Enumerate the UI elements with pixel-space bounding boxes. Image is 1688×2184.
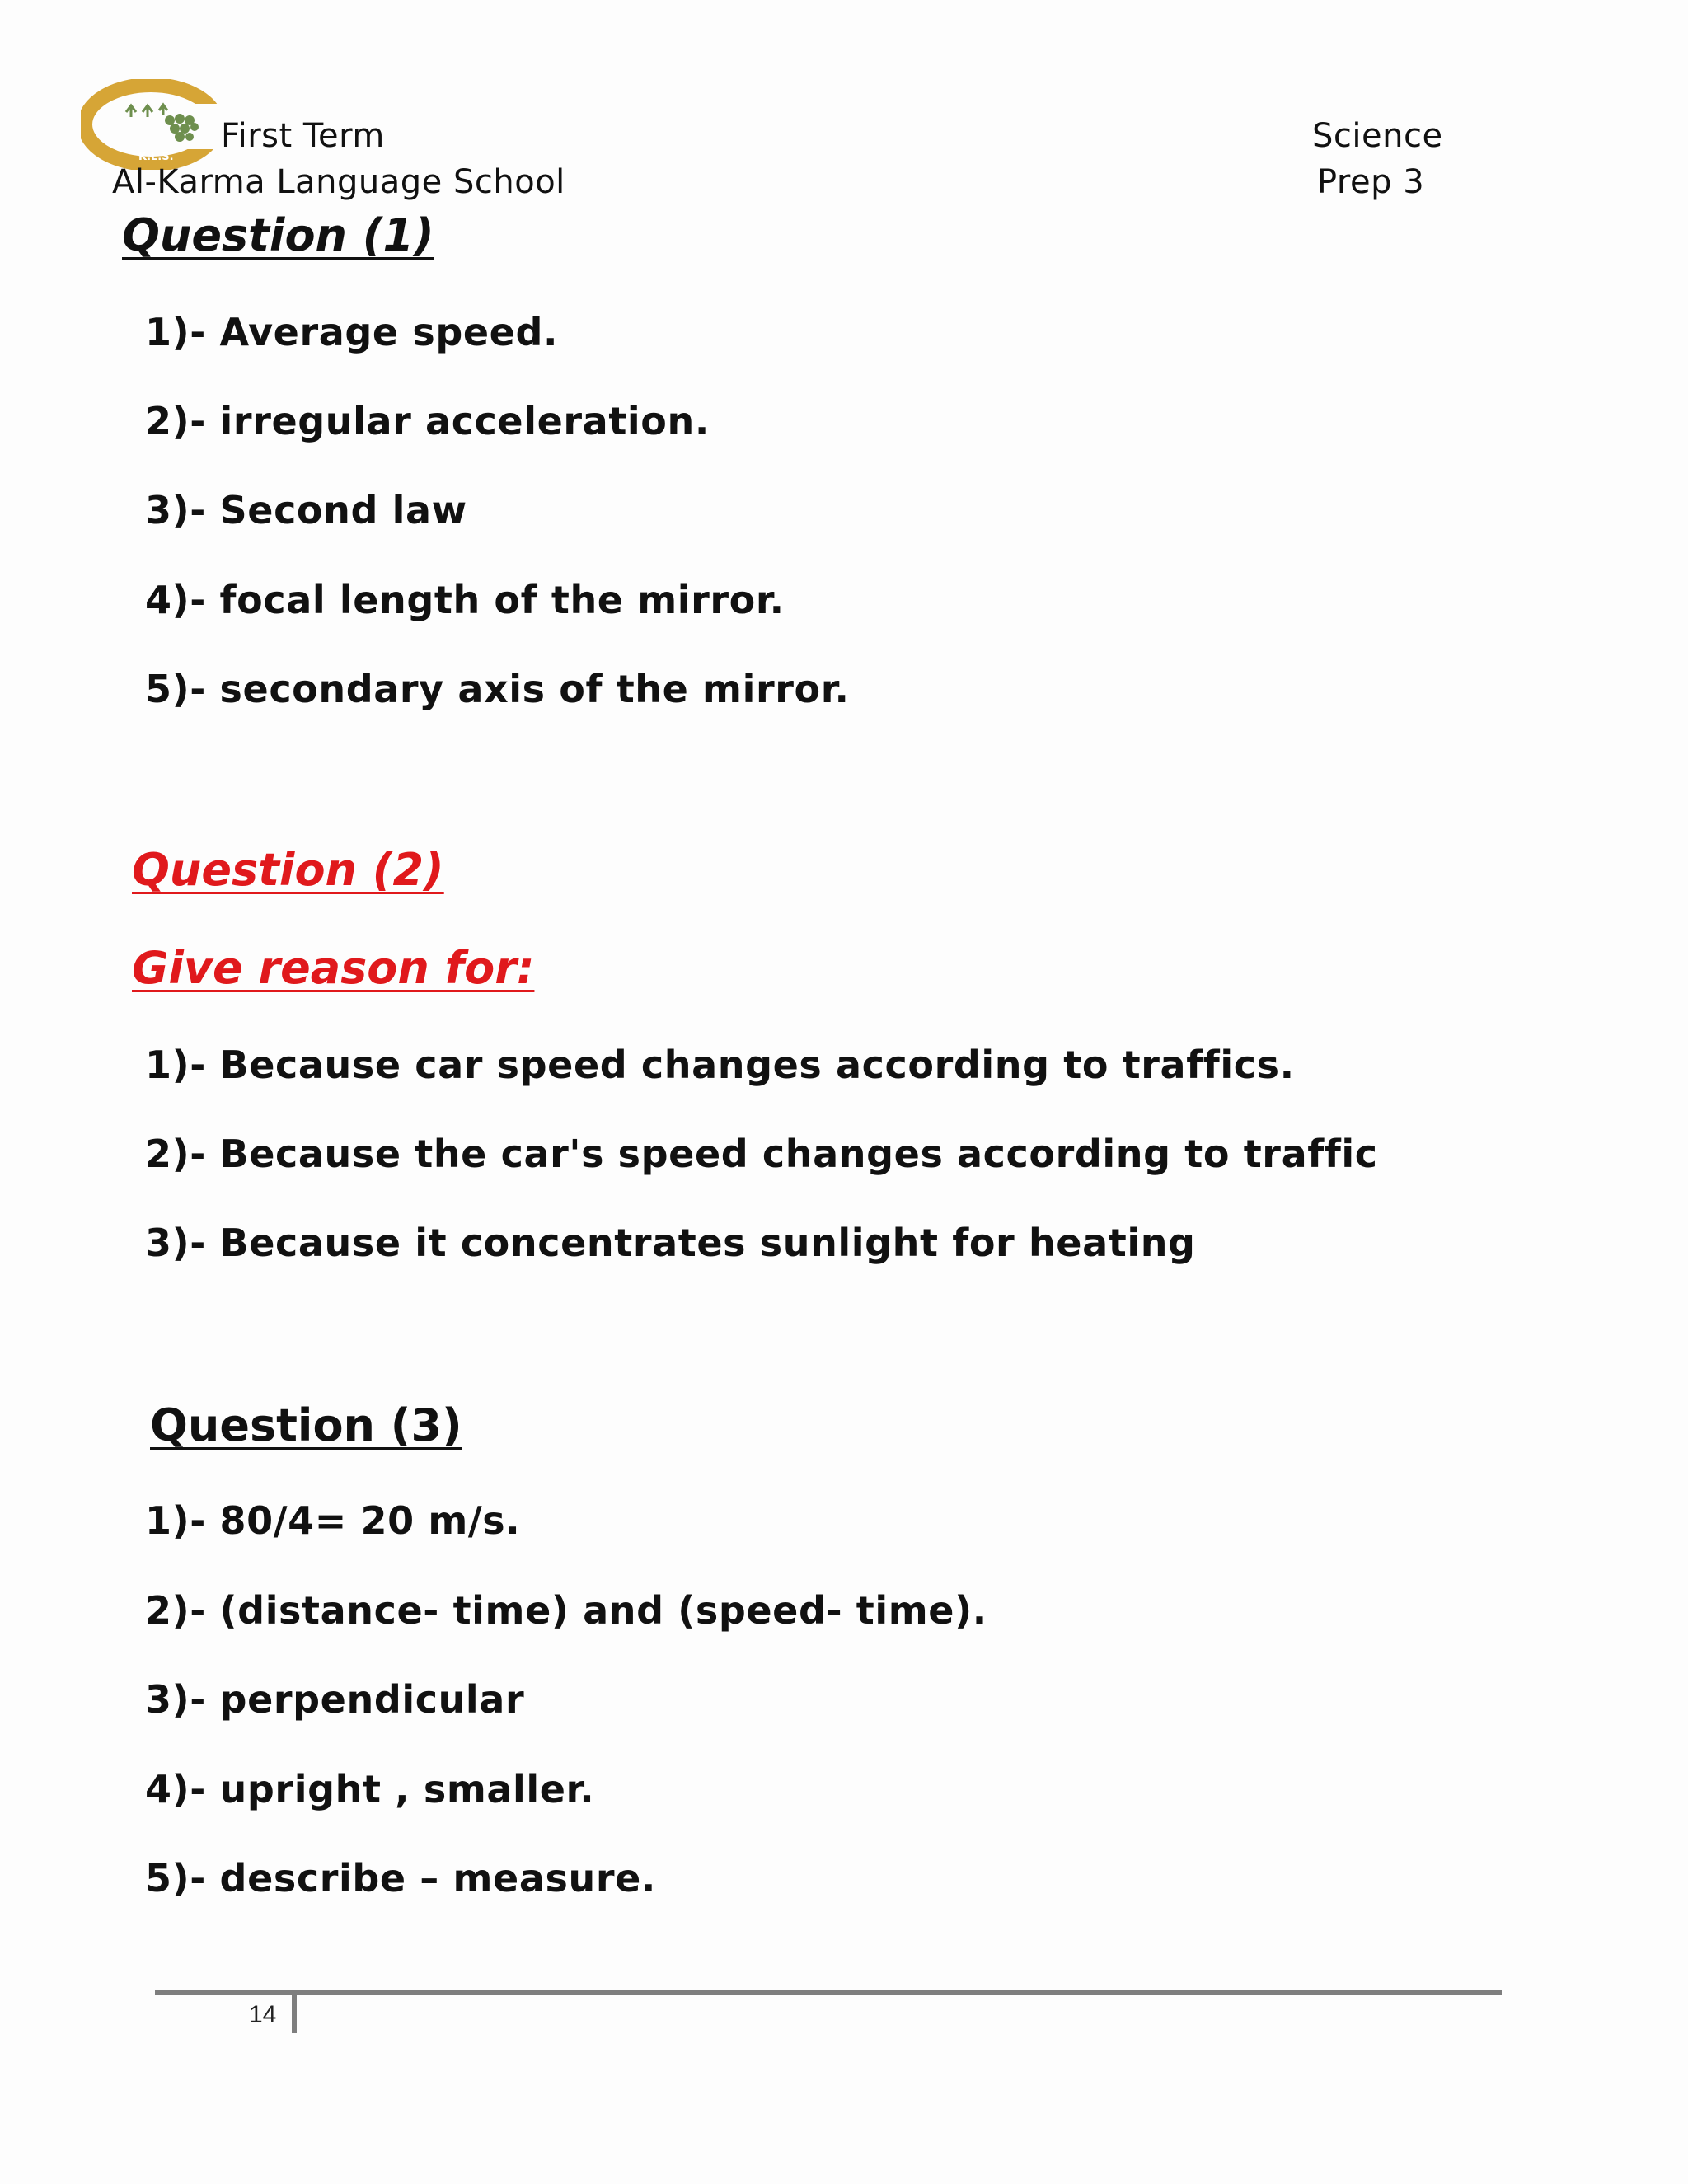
q1-answer-2: 2)- irregular acceleration. bbox=[145, 399, 710, 443]
q3-answer-2: 2)- (distance- time) and (speed- time). bbox=[145, 1588, 987, 1633]
header-school: Al-Karma Language School bbox=[112, 163, 565, 201]
svg-text:K.L.S.: K.L.S. bbox=[138, 151, 174, 163]
page-number: 14 bbox=[249, 2001, 277, 2028]
q3-answer-4: 4)- upright , smaller. bbox=[145, 1767, 595, 1811]
q1-answer-3: 3)- Second law bbox=[145, 488, 467, 532]
q2-answer-2: 2)- Because the car's speed changes according to traffic bbox=[145, 1132, 1378, 1176]
q2-answer-1: 1)- Because car speed changes according to traffics. bbox=[145, 1043, 1295, 1087]
header-term: First Term bbox=[221, 117, 385, 155]
q1-answer-5: 5)- secondary axis of the mirror. bbox=[145, 667, 850, 711]
question-3-title: Question (3) bbox=[150, 1399, 462, 1451]
q2-answer-3: 3)- Because it concentrates sunlight for heating bbox=[145, 1221, 1196, 1265]
footer-rule bbox=[155, 1990, 1502, 1995]
footer-divider bbox=[292, 1995, 297, 2033]
header-grade: Prep 3 bbox=[1317, 163, 1425, 201]
q1-answer-4: 4)- focal length of the mirror. bbox=[145, 578, 785, 622]
q3-answer-1: 1)- 80/4= 20 m/s. bbox=[145, 1498, 521, 1543]
q3-answer-3: 3)- perpendicular bbox=[145, 1677, 525, 1722]
question-2-title: Question (2) bbox=[132, 844, 444, 896]
question-1-title: Question (1) bbox=[122, 209, 434, 261]
q1-answer-1: 1)- Average speed. bbox=[145, 310, 559, 354]
header-subject: Science bbox=[1312, 117, 1443, 155]
question-2-subtitle: Give reason for: bbox=[132, 942, 535, 994]
school-logo bbox=[81, 79, 221, 170]
q3-answer-5: 5)- describe – measure. bbox=[145, 1856, 656, 1900]
